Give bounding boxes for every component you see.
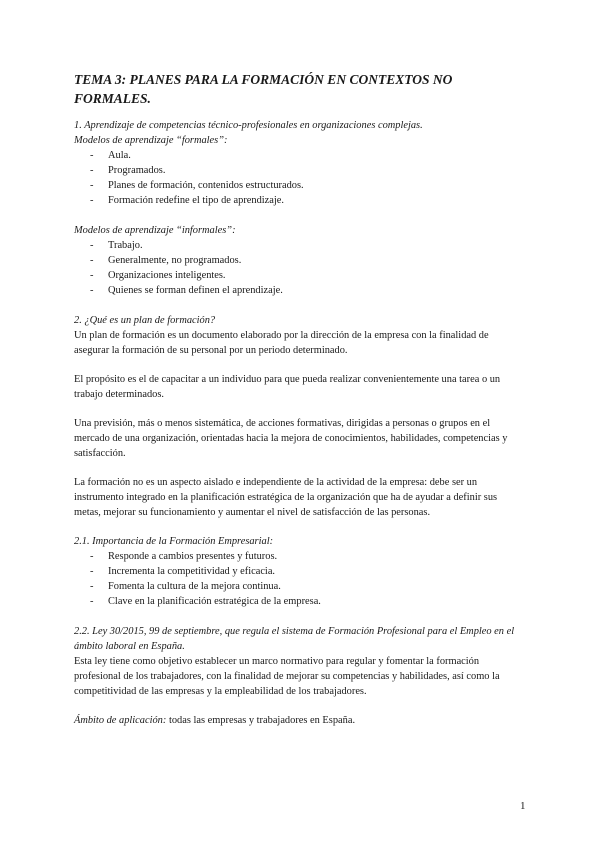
- paragraph: La formación no es un aspecto aislado e independiente de la actividad de la empresa: debe ser un instrumento integrado en la planificación estratégica de la organización que ha de ayudar a definir sus metas, mejorar su funcionamiento y aumentar el nivel de satisfacción de las personas.: [74, 477, 498, 518]
- list-item: - Clave en la planificación estratégica de la empresa.: [74, 594, 526, 609]
- section2-heading: 2. ¿Qué es un plan de formación?: [74, 315, 216, 326]
- list-item: - Aula.: [74, 148, 526, 163]
- section22-heading: 2.2. Ley 30/2015, 99 de septiembre, que regula el sistema de Formación Profesional para el Empleo en el ámbito laboral en España.: [74, 626, 515, 652]
- scope-text: todas las empresas y trabajadores en España.: [166, 715, 356, 726]
- list-item: - Generalmente, no programados.: [74, 253, 526, 268]
- importance-list: [74, 549, 526, 609]
- list-item: - Trabajo.: [74, 238, 526, 253]
- document-title: TEMA 3: PLANES PARA LA FORMACIÓN EN CONTEXTOS NO FORMALES.: [74, 72, 453, 106]
- page-number: 1: [520, 800, 526, 812]
- list-item: - Organizaciones inteligentes.: [74, 268, 526, 283]
- informal-models-list: [74, 238, 526, 298]
- scope-line: [74, 713, 526, 728]
- list-item: - Incrementa la competitividad y eficacia.: [74, 564, 526, 579]
- section1-heading: 1. Aprendizaje de competencias técnico-profesionales en organizaciones complejas.: [74, 120, 423, 131]
- formal-models-list: [74, 148, 526, 208]
- list-item: - Planes de formación, contenidos estructurados.: [74, 178, 526, 193]
- list-item: - Formación redefine el tipo de aprendizaje.: [74, 193, 526, 208]
- document-body: [74, 118, 526, 728]
- list-item: - Fomenta la cultura de la mejora continua.: [74, 579, 526, 594]
- paragraph: Una previsión, más o menos sistemática, de acciones formativas, dirigidas a personas o grupos en el mercado de una organización, orientadas hacia la mejora de conocimientos, habilidades, competencias y satisfacción.: [74, 418, 508, 459]
- scope-label: Ámbito de aplicación:: [74, 715, 167, 726]
- formal-models-heading: Modelos de aprendizaje “formales”:: [74, 135, 228, 146]
- list-item: - Responde a cambios presentes y futuros.: [74, 549, 526, 564]
- section21-heading: 2.1. Importancia de la Formación Empresarial:: [74, 536, 274, 547]
- list-item: - Programados.: [74, 163, 526, 178]
- list-item: - Quienes se forman definen el aprendizaje.: [74, 283, 526, 298]
- paragraph: Un plan de formación es un documento elaborado por la dirección de la empresa con la finalidad de asegurar la formación de su personal por un periodo determinado.: [74, 330, 489, 356]
- informal-models-heading: Modelos de aprendizaje “informales”:: [74, 225, 236, 236]
- paragraph: El propósito es el de capacitar a un individuo para que pueda realizar convenientemente una tarea o un trabajo determinados.: [74, 374, 501, 400]
- paragraph: Esta ley tiene como objetivo establecer un marco normativo para regular y fomentar la formación profesional de los trabajadores, con la finalidad de mejorar su competencias y habilidades, así como la competitividad de las empresas y la empleabilidad de los trabajadores.: [74, 656, 500, 697]
